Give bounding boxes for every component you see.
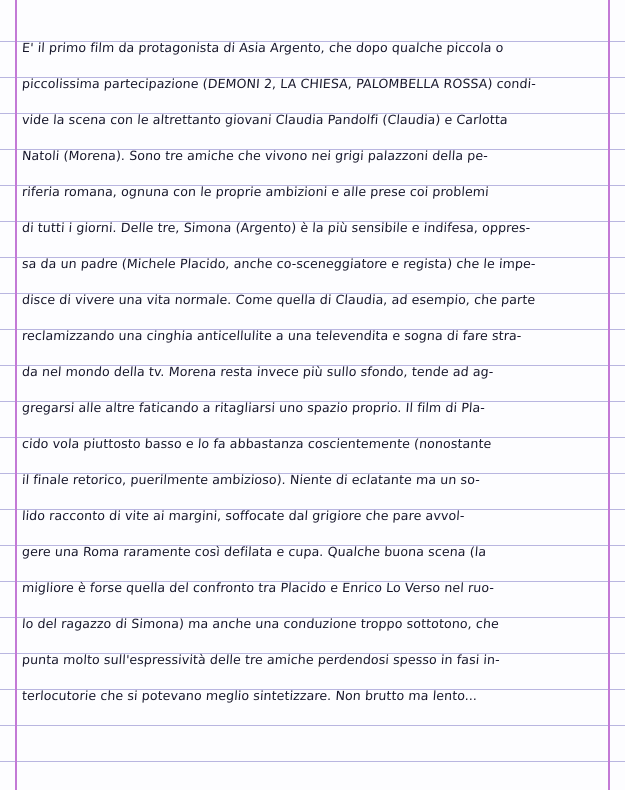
text-line: sa da un padre (Michele Placido, anche co-sceneggiatore e regista) che le impe- bbox=[21, 256, 537, 271]
text-line: riferia romana, ognuna con le proprie ambizioni e alle prese coi problemi bbox=[21, 184, 490, 199]
text-line: lo del ragazzo di Simona) ma anche una conduzione troppo sottotono, che bbox=[21, 616, 500, 631]
right-margin-line bbox=[608, 0, 610, 790]
left-margin-line bbox=[15, 0, 17, 790]
text-line: da nel mondo della tv. Morena resta invece più sullo sfondo, tende ad ag- bbox=[21, 364, 494, 379]
text-line: punta molto sull'espressività delle tre amiche perdendosi spesso in fasi in- bbox=[21, 652, 501, 667]
text-line: lido racconto di vite ai margini, soffocate dal grigiore che pare avvol- bbox=[21, 508, 466, 523]
text-line: migliore è forse quella del confronto tra Placido e Enrico Lo Verso nel ruo- bbox=[21, 580, 495, 595]
text-line: gere una Roma raramente così defilata e cupa. Qualche buona scena (la bbox=[21, 544, 487, 559]
text-line: il finale retorico, puerilmente ambizioso). Niente di eclatante ma un so- bbox=[21, 472, 481, 487]
handwritten-review-text bbox=[22, 30, 606, 714]
text-line: cido vola piuttosto basso e lo fa abbastanza coscientemente (nonostante bbox=[21, 436, 492, 451]
text-line: piccolissima partecipazione (DEMONI 2, LA CHIESA, PALOMBELLA ROSSA) condi- bbox=[21, 76, 537, 91]
text-line: di tutti i giorni. Delle tre, Simona (Argento) è la più sensibile e indifesa, oppres- bbox=[21, 220, 531, 235]
text-line: gregarsi alle altre faticando a ritagliarsi uno spazio proprio. Il film di Pla- bbox=[21, 400, 486, 415]
text-line: E' il primo film da protagonista di Asia Argento, che dopo qualche piccola o bbox=[21, 40, 505, 55]
text-line: disce di vivere una vita normale. Come quella di Claudia, ad esempio, che parte bbox=[21, 292, 536, 307]
text-line: vide la scena con le altrettanto giovani Claudia Pandolfi (Claudia) e Carlotta bbox=[21, 112, 509, 127]
text-line: terlocutorie che si potevano meglio sintetizzare. Non brutto ma lento... bbox=[21, 688, 478, 703]
text-line: reclamizzando una cinghia anticellulite a una televendita e sogna di fare stra- bbox=[21, 328, 523, 343]
text-line: Natoli (Morena). Sono tre amiche che vivono nei grigi palazzoni della pe- bbox=[21, 148, 489, 163]
